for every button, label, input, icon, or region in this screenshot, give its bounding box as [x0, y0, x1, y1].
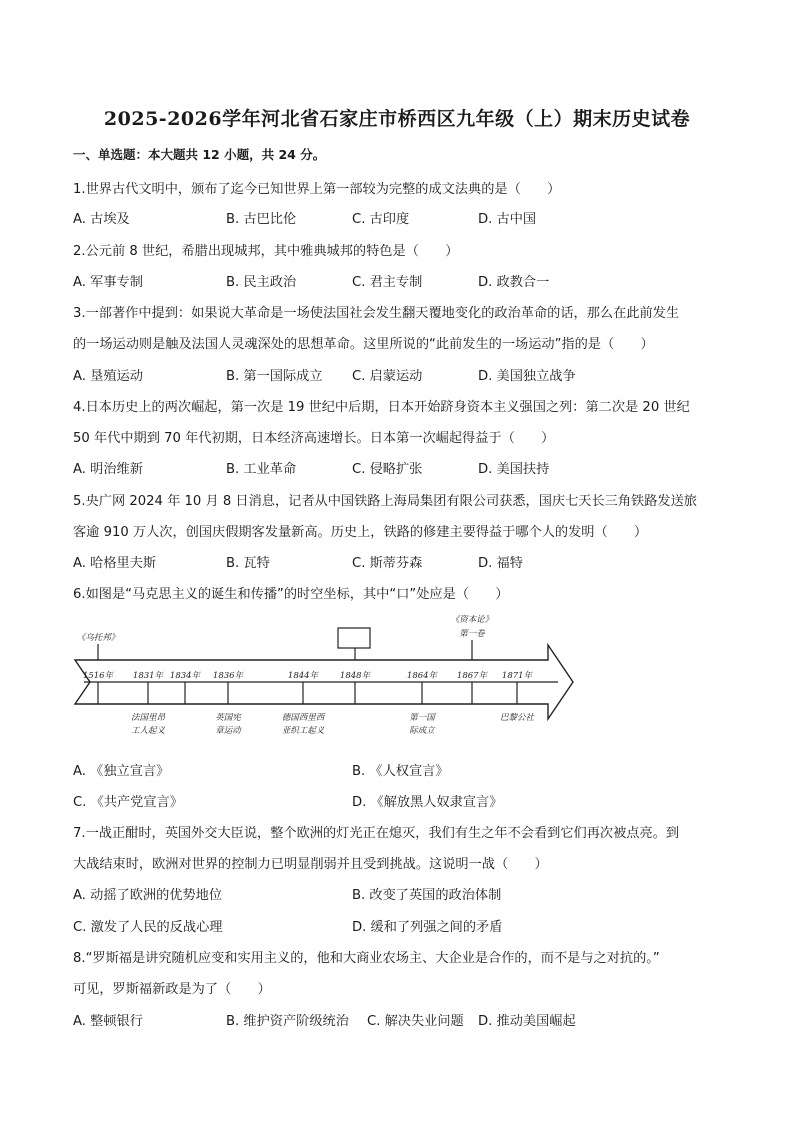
q2-option-d[interactable]: D. 政教合一: [478, 275, 550, 290]
question-7-stem-line2: 大战结束时，欧洲对世界的控制力已明显削弱并且受到挑战。这说明一战（ ）: [73, 857, 548, 872]
q6-option-c[interactable]: C. 《共产党宣言》: [73, 795, 183, 810]
question-8-stem-line2: 可见，罗斯福新政是为了（ ）: [73, 982, 271, 997]
q6-option-a[interactable]: A. 《独立宣言》: [73, 764, 170, 779]
q6-option-b[interactable]: B. 《人权宣言》: [352, 764, 449, 779]
question-3-stem-line1: 3.一部著作中提到：如果说大革命是一场使法国社会发生翻天覆地变化的政治革命的话，那么在此前发生: [73, 306, 680, 321]
question-7-stem-line1: 7.一战正酣时，英国外交大臣说，整个欧洲的灯光正在熄灭，我们有生之年不会看到它们再次被点亮。到: [73, 826, 680, 841]
question-5-stem-line1: 5.央广网 2024 年 10 月 8 日消息，记者从中国铁路上海局集团有限公司获悉，国庆七天长三角铁路发送旅: [73, 494, 697, 509]
timeline-bottom-label: 巴黎公社: [499, 713, 535, 723]
question-5-stem-line2: 客逾 910 万人次，创国庆假期客发量新高。历史上，铁路的修建主要得益于哪个人的发明（ ）: [73, 525, 648, 540]
timeline-year-label: 1516年: [82, 671, 114, 681]
q5-option-d[interactable]: D. 福特: [478, 556, 523, 571]
question-3-stem-line2: 的一场运动则是触及法国人灵魂深处的思想革命。这里所说的“此前发生的一场运动”指的是（ ）: [73, 337, 654, 352]
q8-option-a[interactable]: A. 整顿银行: [73, 1014, 143, 1029]
section-heading: 一、单选题：本大题共 12 小题，共 24 分。: [73, 147, 326, 162]
q2-option-c[interactable]: C. 君主专制: [352, 275, 423, 290]
timeline-year-label: 1871年: [501, 671, 533, 681]
timeline-bottom-label: 法国里昂: [130, 713, 166, 723]
q8-option-d[interactable]: D. 推动美国崛起: [478, 1014, 576, 1029]
q6-option-d[interactable]: D. 《解放黑人奴隶宣言》: [352, 795, 503, 810]
question-4-stem-line2: 50 年代中期到 70 年代初期，日本经济高速增长。日本第一次崛起得益于（ ）: [73, 431, 555, 446]
timeline-bottom-label: 工人起义: [130, 726, 166, 736]
q3-option-d[interactable]: D. 美国独立战争: [478, 369, 576, 384]
q4-option-a[interactable]: A. 明治维新: [73, 462, 143, 477]
timeline-figure: [70, 608, 590, 753]
timeline-year-label: 1848年: [339, 671, 371, 681]
timeline-bottom-label: 亚织工起义: [281, 726, 325, 736]
q5-option-a[interactable]: A. 哈格里夫斯: [73, 556, 157, 571]
q5-option-b[interactable]: B. 瓦特: [226, 556, 270, 571]
timeline-year-label: 1867年: [456, 671, 488, 681]
timeline-year-label: 1836年: [212, 671, 244, 681]
q3-option-a[interactable]: A. 垦殖运动: [73, 369, 143, 384]
timeline-year-label: 1864年: [406, 671, 438, 681]
q2-option-b[interactable]: B. 民主政治: [226, 275, 297, 290]
timeline-top-label: 第一卷: [459, 629, 485, 639]
q8-option-c[interactable]: C. 解决失业问题: [367, 1014, 464, 1029]
q3-option-c[interactable]: C. 启蒙运动: [352, 369, 423, 384]
question-6-stem: 6.如图是“马克思主义的诞生和传播”的时空坐标，其中“口”处应是（ ）: [73, 587, 509, 602]
timeline-year-label: 1844年: [287, 671, 319, 681]
q7-option-c[interactable]: C. 激发了人民的反战心理: [73, 920, 223, 935]
timeline-year-label: 1831年: [132, 671, 164, 681]
q7-option-d[interactable]: D. 缓和了列强之间的矛盾: [352, 920, 503, 935]
q1-option-d[interactable]: D. 古中国: [478, 212, 537, 227]
q8-option-b[interactable]: B. 维护资产阶级统治: [226, 1014, 349, 1029]
timeline-bottom-label: 第一国: [409, 713, 435, 723]
timeline-bottom-label: 英国宪: [215, 713, 241, 723]
timeline-top-label: 《资本论》: [450, 615, 494, 625]
q4-option-c[interactable]: C. 侵略扩张: [352, 462, 423, 477]
q2-option-a[interactable]: A. 军事专制: [73, 275, 143, 290]
q4-option-d[interactable]: D. 美国扶持: [478, 462, 550, 477]
timeline-bottom-label: 章运动: [215, 726, 241, 736]
q3-option-b[interactable]: B. 第一国际成立: [226, 369, 323, 384]
timeline-svg: [70, 608, 590, 753]
timeline-year-label: 1834年: [169, 671, 201, 681]
q1-option-b[interactable]: B. 古巴比伦: [226, 212, 297, 227]
q1-option-c[interactable]: C. 古印度: [352, 212, 410, 227]
q5-option-c[interactable]: C. 斯蒂芬森: [352, 556, 423, 571]
timeline-bottom-label: 际成立: [409, 726, 435, 736]
question-8-stem-line1: 8.“罗斯福是讲究随机应变和实用主义的，他和大商业农场主、大企业是合作的，而不是与之对抗的。”: [73, 951, 660, 966]
q1-option-a[interactable]: A. 古埃及: [73, 212, 130, 227]
q4-option-b[interactable]: B. 工业革命: [226, 462, 297, 477]
q7-option-b[interactable]: B. 改变了英国的政治体制: [352, 888, 502, 903]
timeline-top-label: 《乌托邦》: [76, 633, 120, 643]
question-2-stem: 2.公元前 8 世纪，希腊出现城邦，其中雅典城邦的特色是（ ）: [73, 244, 459, 259]
answer-blank-box: [338, 628, 370, 648]
q7-option-a[interactable]: A. 动摇了欧洲的优势地位: [73, 888, 223, 903]
timeline-bottom-label: 德国西里西: [281, 713, 325, 723]
exam-title: 2025-2026学年河北省石家庄市桥西区九年级（上）期末历史试卷: [103, 108, 691, 130]
question-1-stem: 1.世界古代文明中，颁布了迄今已知世界上第一部较为完整的成文法典的是（ ）: [73, 182, 561, 197]
question-4-stem-line1: 4.日本历史上的两次崛起，第一次是 19 世纪中后期，日本开始跻身资本主义强国之列：第二次是 20 世纪: [73, 400, 690, 415]
